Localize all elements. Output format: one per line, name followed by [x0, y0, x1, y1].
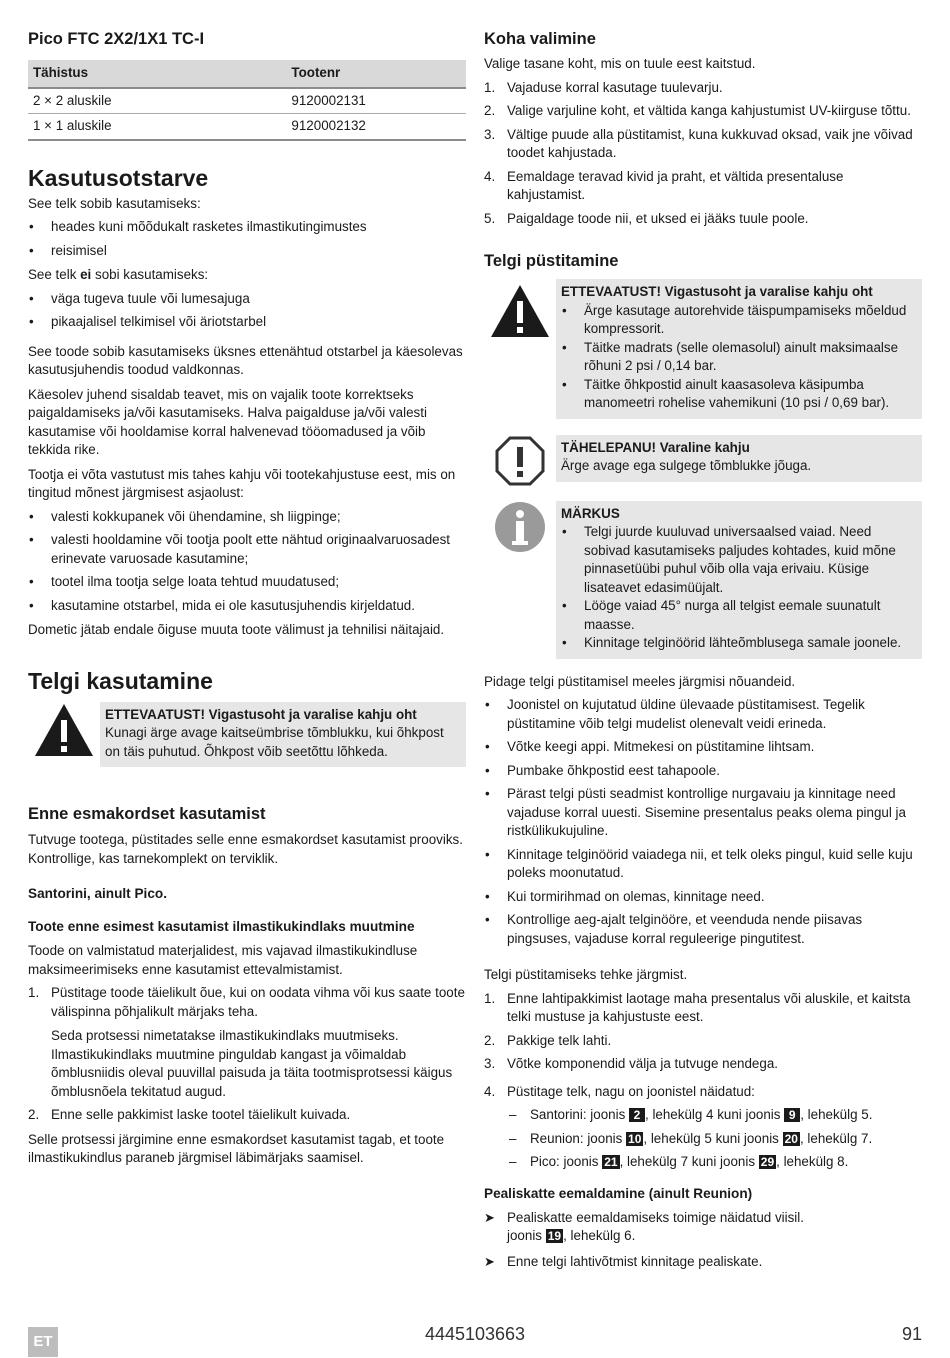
list-item: • valesti hooldamine või tootja poolt ette nähtud originaalvaruosadest erinevate varuosade kasutamine; [28, 531, 466, 568]
weatherproof-paragraph: Toode on valmistatud materjalidest, mis vajavad ilmastikukindluse maksimeerimiseks enne kasutamist ettevalmistamist. [28, 943, 418, 977]
document-number: 4445103663 [424, 1324, 526, 1344]
model-text: , lehekülg 7. [799, 1130, 873, 1146]
step-number: 5. [484, 210, 496, 226]
list-item: • tootel ilma tootja selge loata tehtud muudatused; [28, 573, 466, 592]
list-item: • Pumbake õhkpostid eest tahapoole. [484, 762, 922, 781]
list-item [484, 210, 922, 229]
step-text: Enne lahtipakkimist laotage maha presentalus või aluskile, et kaitsta telki mustuse ja kahjustuste eest. [507, 990, 911, 1024]
arrow-icon: ➤ [484, 1209, 495, 1225]
usage-paragraph: See toode sobib kasutamiseks üksnes ettenähtud otstarbel ja käesolevas kasutusjuhendis toodud valdkonnas. [28, 343, 463, 377]
model-text: , lehekülg 8. [776, 1154, 849, 1169]
pitching-steps [484, 990, 922, 1172]
model-text: Pico: joonis [530, 1154, 603, 1169]
not-suitable-list [28, 290, 466, 332]
list-item: • Pärast telgi püsti seadmist kontrollige nurgavaiu ja kinnitage need vajaduse korral uuesti. Sisemine presentalus peaks olema pingul ja ristkülikukujuline. [484, 785, 922, 841]
figure-badge: 21 [604, 1155, 618, 1169]
location-intro: Valige tasane koht, mis on tuule eest kaitstud. [484, 56, 756, 71]
list-item [507, 1153, 922, 1172]
pitching-caution-notice [484, 279, 922, 419]
note-title: MÄRKUS [561, 505, 620, 521]
model-text: Reunion: joonis [530, 1130, 627, 1146]
caution-notice [28, 702, 466, 768]
list-item: • Telgi juurde kuuluvad universaalsed vaiad. Need sobivad kasutamiseks paljudes kohtades, kuid mõne pinnasetüübi puhul võib olla vaja erivaiu. Küsige lisateavet edasimüüjalt. [561, 523, 916, 597]
not-suitable-pre: See telk [28, 267, 81, 282]
list-item: • heades kuni mõõdukalt rasketes ilmastikutingimustes [28, 218, 466, 237]
step-extra: Seda protsessi nimetatakse ilmastikukindlaks muutmiseks. Ilmastikukindlaks muutmine pinguldab kangast ja võimaldab õmblusniidis oleval puuvillal paisuda ja täita tootmisprotsessi käigus õmblusnõela tekitatud augud. [51, 1028, 453, 1099]
notice-text: Ärge avage ega sulgege tõmblukke jõuga. [561, 458, 812, 473]
figure-badge: 2 [629, 1108, 645, 1122]
list-item: • Täitke madrats (selle olemasolul) ainult maksimaalse rõhuni 2 psi / 0,14 bar. [561, 339, 916, 376]
note-notice [484, 501, 922, 659]
weatherproof-result: Selle protsessi järgimine enne esmakordset kasutamist tagab, et toote ilmastikukindlus paraneb järgmisel läbimärjaks saamisel. [28, 1131, 445, 1165]
info-icon [484, 501, 556, 553]
list-item: • Kontrollige aeg-ajalt telginööre, et veenduda nende piisavas pingsuses, vajaduse korral reguleerige pingutitest. [484, 911, 922, 948]
location-steps [484, 79, 922, 229]
step-text: Pealiskatte eemaldamiseks toimige näidatud viisil. [507, 1209, 804, 1225]
figure-badge: 29 [760, 1155, 775, 1169]
notice-box [556, 435, 922, 482]
list-item [484, 126, 922, 163]
list-item: • Kui tormirihmad on olemas, kinnitage need. [484, 888, 922, 907]
table-header-designation: Tähistus [28, 60, 286, 88]
step-text: Pakkige telk lahti. [507, 1032, 612, 1048]
list-item [484, 990, 922, 1027]
model-text: , lehekülg 7 kuni joonis [619, 1154, 759, 1169]
list-item: • väga tugeva tuule või lumesajuga [28, 290, 466, 309]
list-item: • pikaajalisel telkimisel või äriotstarbel [28, 313, 466, 332]
caution-title: ETTEVAATUST! Vigastusoht ja varalise kahju oht [105, 706, 417, 722]
caution-box [556, 279, 922, 419]
list-item [484, 168, 922, 205]
list-item: • Kinnitage telginöörid lähteõmblusega samale joonele. [561, 634, 916, 653]
table-row [28, 88, 466, 114]
table-row [28, 114, 466, 140]
list-item: • Joonistel on kujutatud üldine ülevaade püstitamisest. Tegelik püstitamine võib telgi mudelist olenevalt veidi erineda. [484, 696, 922, 733]
not-suitable-post: sobi kasutamiseks: [91, 267, 209, 282]
list-item [484, 102, 922, 121]
model-text: , lehekülg 5. [800, 1107, 873, 1122]
tips-list [484, 696, 922, 948]
not-suitable-intro [28, 266, 466, 285]
step-text: Paigaldage toode nii, et uksed ei jääks tuule poole. [507, 210, 809, 226]
figure-badge: 9 [784, 1108, 800, 1122]
step-text: Valige varjuline koht, et vältida kanga kahjustumist UV-kiirguse tõttu. [507, 103, 911, 118]
list-item [484, 1209, 922, 1246]
model-text: , lehekülg 5 kuni joonis [643, 1130, 783, 1146]
model-figure-list [507, 1106, 922, 1172]
step-text: Vajaduse korral kasutage tuulevarju. [507, 79, 723, 95]
list-item: • Täitke õhkpostid ainult kaasasoleva käsipumba manomeetri rohelise vahemikuni (10 psi / 0,69 bar). [561, 376, 916, 413]
step-number: 4. [484, 168, 496, 184]
steps-intro: Telgi püstitamiseks tehke järgmist. [484, 967, 688, 982]
liability-list [28, 508, 466, 616]
step-number: 1. [28, 985, 40, 1000]
list-item: • reisimisel [28, 242, 466, 261]
left-column [28, 28, 466, 1168]
note-list [561, 523, 916, 653]
step-number: 2. [484, 1032, 496, 1048]
list-item: • Lööge vaiad 45° nurga all telgist eemale suunatult maasse. [561, 597, 916, 634]
step-text: Vältige puude alla püstitamist, kuna kukkuvad oksad, vaik jne võivad toodet kahjustada. [507, 126, 913, 160]
list-item [484, 1055, 922, 1074]
step-figure-ref [507, 1227, 922, 1246]
figure-badge: 20 [784, 1131, 798, 1146]
list-item: • valesti kokkupanek või ühendamine, sh liigpinge; [28, 508, 466, 527]
suitable-list [28, 218, 466, 260]
first-use-paragraph: Tutvuge tootega, püstitades selle enne esmakordset kasutamist prooviks. Kontrollige, kas tarnekomplekt on terviklik. [28, 832, 463, 866]
step-text: Püstitage toode täielikult õue, kui on oodata vihma või kus saate toote välispinna põhjalikult märjaks teha. [51, 985, 465, 1019]
suitable-intro: See telk sobib kasutamiseks: [28, 195, 201, 211]
step-number: 3. [484, 1056, 496, 1071]
arrow-icon: ➤ [484, 1253, 495, 1269]
list-item [484, 1083, 922, 1172]
figure-badge: 19 [547, 1229, 562, 1243]
caution-list [561, 302, 916, 413]
weatherproof-steps [28, 984, 466, 1125]
list-item [484, 1253, 922, 1272]
step-text: Püstitage telk, nagu on joonistel näidatud: [507, 1083, 755, 1099]
caution-title: ETTEVAATUST! Vigastusoht ja varalise kahju oht [561, 284, 873, 299]
figure-ref-text: , lehekülg 6. [563, 1228, 636, 1243]
warning-triangle-icon [484, 279, 556, 339]
first-use-heading: Enne esmakordset kasutamist [28, 805, 266, 823]
product-title: Pico FTC 2X2/1X1 TC-I [28, 30, 205, 48]
damage-notice [484, 435, 922, 487]
not-suitable-emphasis: ei [80, 267, 92, 282]
step-number: 3. [484, 126, 496, 142]
model-text: Santorini: joonis [530, 1107, 629, 1122]
usage-paragraph: Käesolev juhend sisaldab teavet, mis on vajalik toote korrektseks paigaldamiseks ja/või kasutamiseks. Halva paigalduse ja/või valesti kasutamise või hooldamise korral halvenevad tööomadused ja võib tekkida rike. [28, 386, 427, 457]
usage-paragraph: Dometic jätab endale õiguse muuta toote välimust ja tehnilisi näitajaid. [28, 622, 445, 637]
table-cell: 9120002132 [286, 114, 466, 140]
figure-ref-text: joonis [507, 1228, 546, 1243]
step-text: Enne selle pakkimist laske tootel täielikult kuivada. [51, 1107, 351, 1122]
figure-badge: 10 [628, 1131, 642, 1146]
step-number: 1. [484, 79, 496, 95]
page-number: 91 [901, 1324, 922, 1344]
table-cell: 1 × 1 aluskile [28, 114, 286, 140]
step-text: Eemaldage teravad kivid ja praht, et vältida presentaluse kahjustamist. [507, 168, 844, 202]
step-number: 1. [484, 990, 496, 1006]
list-item [28, 1106, 466, 1125]
right-column [484, 28, 922, 1271]
step-text: Enne telgi lahtivõtmist kinnitage pealiskate. [507, 1253, 763, 1269]
santorini-note: Santorini, ainult Pico. [28, 886, 167, 901]
step-number: 2. [28, 1107, 40, 1122]
note-box [556, 501, 922, 659]
step-text: Võtke komponendid välja ja tutvuge nendega. [507, 1056, 778, 1071]
usage-heading: Kasutusotstarve [28, 164, 209, 191]
list-item: • Võtke keegi appi. Mitmekesi on püstitamine lihtsam. [484, 738, 922, 757]
list-item [484, 79, 922, 98]
list-item: • kasutamine otstarbel, mida ei ole kasutusjuhendis kirjeldatud. [28, 597, 466, 616]
usage-paragraph: Tootja ei võta vastutust mis tahes kahju või tootekahjustuse eest, mis on tingitud mõnest järgmisest asjaolust: [28, 466, 456, 500]
step-number: 4. [484, 1083, 496, 1099]
spec-table [28, 60, 466, 141]
location-heading: Koha valimine [484, 30, 596, 48]
list-item [507, 1106, 922, 1125]
caution-text: Kunagi ärge avage kaitseümbrise tõmblukku, kui õhkpost on täis puhutud. Õhkpost võib seetõttu lõhkeda. [105, 725, 444, 759]
language-tag: ET [28, 1327, 58, 1357]
pitching-heading: Telgi püstitamine [484, 252, 619, 270]
table-header-product-number: Tootenr [286, 60, 466, 88]
table-cell: 9120002131 [286, 88, 466, 114]
table-cell: 2 × 2 aluskile [28, 88, 286, 114]
model-text: , lehekülg 4 kuni joonis [645, 1107, 785, 1122]
awning-steps [484, 1209, 922, 1272]
warning-triangle-icon [28, 702, 100, 758]
caution-box [100, 702, 466, 768]
awning-heading: Pealiskatte eemaldamine (ainult Reunion) [484, 1185, 753, 1201]
tips-intro: Pidage telgi püstitamisel meeles järgmisi nõuandeid. [484, 673, 796, 689]
list-item [484, 1032, 922, 1051]
list-item [507, 1130, 922, 1149]
table-header-row [28, 60, 466, 88]
list-item: • Kinnitage telginöörid vaiadega nii, et telk oleks pingul, kuid selle kuju poleks moonutatud. [484, 846, 922, 883]
list-item [28, 984, 466, 1101]
notice-title: TÄHELEPANU! Varaline kahju [561, 439, 750, 455]
notice-octagon-icon [484, 435, 556, 487]
tent-use-heading: Telgi kasutamine [28, 667, 213, 694]
step-number: 2. [484, 103, 496, 118]
weatherproof-heading: Toote enne esimest kasutamist ilmastikukindlaks muutmine [28, 919, 415, 934]
list-item: • Ärge kasutage autorehvide täispumpamiseks mõeldud kompressorit. [561, 302, 916, 339]
